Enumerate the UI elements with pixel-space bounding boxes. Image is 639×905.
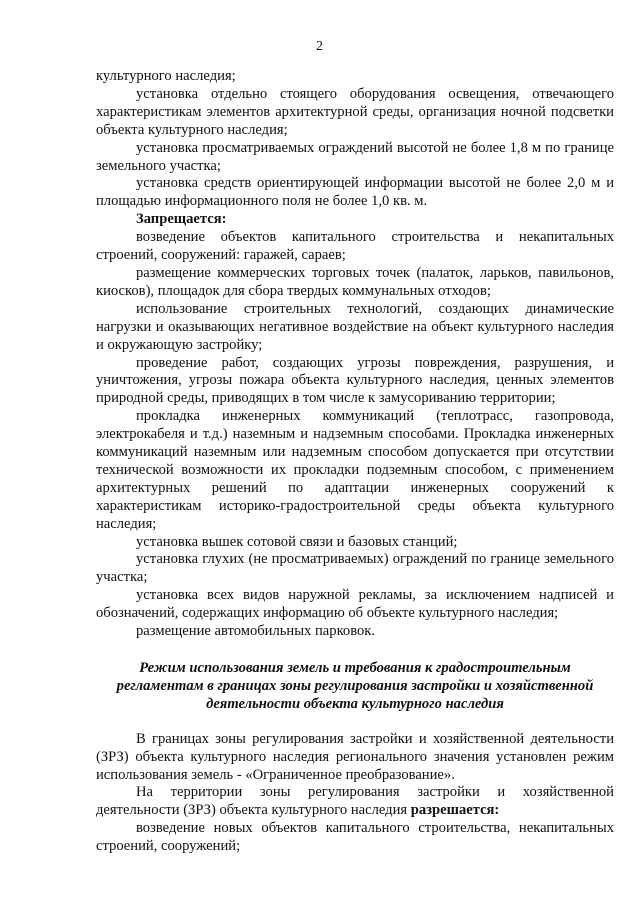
list-item: установка отдельно стоящего оборудования освещения, отвечающего характеристикам элементов архитектурной среды, организация ночной подсветки объекта культурного наследия; [96,85,614,138]
list-item: установка средств ориентирующей информации высотой не более 2,0 м и площадью информационного поля не более 1,0 кв. м. [96,175,614,210]
permitted-paragraph [96,784,614,820]
page-number: 2 [316,39,323,54]
prohibited-item: возведение объектов капитального строительства и некапитальных строений, сооружений: гаражей, сараев; [96,229,614,264]
section-heading: Режим использования земель и требования к градостроительным регламентам в границах зоны регулирования застройки и хозяйственной деятельности объекта культурного наследия [116,660,594,712]
prohibited-item: прокладка инженерных коммуникаций (теплотрасс, газопровода, электрокабеля и т.д.) наземным и надземным способами. Прокладка инженерных коммуникаций наземным или надземным способом допускается при отсутствии технической возможности их прокладки подземным способом, с применением архитектурных решений по адаптации инженерных сооружений к характеристикам историко-градостроительной среды объекта культурного наследия; [96,408,614,532]
paragraph-continuation: культурного наследия; [96,68,236,84]
permitted-item: возведение новых объектов капитального строительства, некапитальных строений, сооружений; [96,820,614,855]
prohibited-item: использование строительных технологий, создающих динамические нагрузки и оказывающих негативное воздействие на объект культурного наследия и окружающую застройку; [96,300,614,353]
prohibited-item: установка глухих (не просматриваемых) ограждений по границе земельного участка; [96,551,614,586]
prohibited-item: установка всех видов наружной рекламы, за исключением надписей и обозначений, содержащих информацию об объекте культурного наследия; [96,587,614,622]
prohibited-item: размещение автомобильных парковок. [136,623,376,640]
prohibited-item: размещение коммерческих торговых точек (палаток, ларьков, павильонов, киосков), площадок для сбора твердых коммунальных отходов; [96,264,614,299]
list-item: установка просматриваемых ограждений высотой не более 1,8 м по границе земельного участка; [96,139,614,174]
prohibited-item: проведение работ, создающих угрозы повреждения, разрушения, и уничтожения, угрозы пожара объекта культурного наследия, ценных элементов природной среды, приводящих в том числе к замусориванию территории; [96,354,614,407]
prohibited-label: Запрещается: [136,211,227,228]
prohibited-item: установка вышек сотовой связи и базовых станций; [136,533,458,550]
permitted-lead: На территории зоны регулирования застройки и хозяйственной деятельности (ЗРЗ) объекта культурного наследия [96,784,614,819]
intro-paragraph: В границах зоны регулирования застройки и хозяйственной деятельности (ЗРЗ) объекта культурного наследия регионального значения установлен режим использования земель - «Ограниченное преобразование». [96,730,614,783]
permitted-label: разрешается: [410,802,500,819]
document-body [96,68,614,856]
